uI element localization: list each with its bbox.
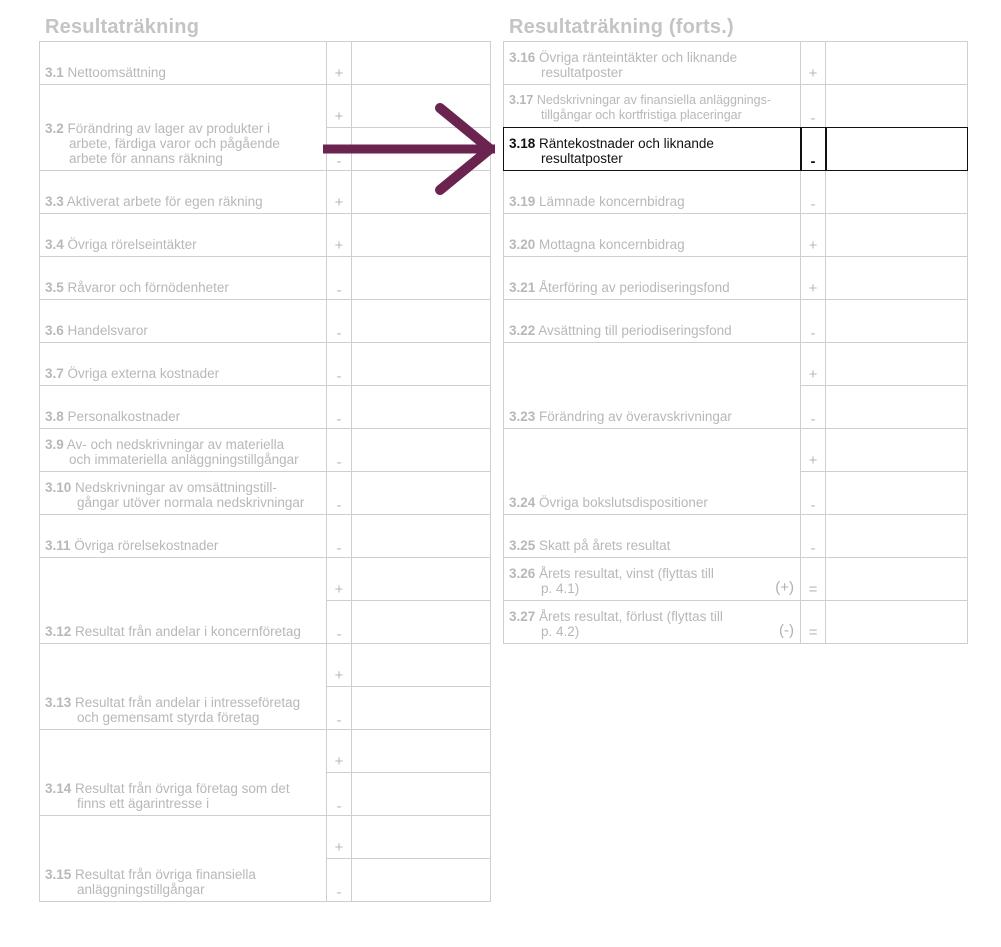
row-text: Återföring av periodiseringsfond [539,280,730,295]
amount-field-3-14[interactable] [352,730,491,773]
row-text: Förändring av lager av produkter i arbete, färdiga varor och pågående arbete för annans räkning [67,121,280,166]
row-number: 3.3 [45,194,64,209]
row-number: 3.4 [45,237,64,252]
row-label-3-22 [504,300,801,343]
row-number: 3.16 [509,50,536,65]
row-label-3-14 [40,730,327,816]
amount-field-3-1[interactable] [352,42,491,85]
row-number: 3.1 [45,65,64,80]
amount-field-3-7[interactable] [352,343,491,386]
row-label-3-1 [40,42,327,85]
sign-cell: - [801,128,826,171]
row-label-3-23 [504,343,801,429]
row-label-3-2 [40,85,327,171]
sign-cell: - [327,343,352,386]
row-number: 3.6 [45,323,64,338]
row-text: Resultat från andelar i koncernföretag [75,624,301,639]
amount-field-3-15[interactable] [352,816,491,859]
sign-cell: + [327,730,352,773]
sign-cell: + [327,171,352,214]
row-number: 3.21 [509,280,536,295]
sign-cell: + [327,816,352,859]
amount-field-3-17[interactable] [826,85,968,128]
amount-field-3-15[interactable] [352,859,491,902]
amount-field-3-14[interactable] [352,773,491,816]
amount-field-3-18[interactable] [826,128,968,171]
amount-field-3-4[interactable] [352,214,491,257]
sign-cell: + [327,42,352,85]
amount-field-3-16[interactable] [826,42,968,85]
sign-cell: + [801,429,826,472]
row-label-3-16 [504,42,801,85]
amount-field-3-23[interactable] [826,386,968,429]
row-text: Aktiverat arbete för egen räkning [66,194,263,209]
row-text: Årets resultat, förlust (flyttas till p. 4.2) [539,609,723,639]
sign-cell: - [801,300,826,343]
row-label-3-3 [40,171,327,214]
row-number: 3.8 [45,409,64,424]
right-income-table [503,41,968,644]
row-number: 3.5 [45,280,64,295]
row-label-3-12 [40,558,327,644]
row-number: 3.25 [509,538,536,553]
row-text: Nedskrivningar av finansiella anläggnings- tillgångar och kortfristiga placeringar [536,93,771,122]
row-number: 3.18 [509,136,536,151]
row-label-3-27 [504,601,801,644]
row-label-3-26 [504,558,801,601]
row-text: Handelsvaror [67,323,148,338]
row-label-3-17 [504,85,801,128]
amount-field-3-8[interactable] [352,386,491,429]
amount-field-3-25[interactable] [826,515,968,558]
sign-cell: - [801,85,826,128]
row-label-3-5 [40,257,327,300]
amount-field-3-2[interactable] [352,85,491,128]
row-label-3-7 [40,343,327,386]
sign-cell: + [327,85,352,128]
row-number: 3.11 [45,538,71,553]
amount-field-3-13[interactable] [352,644,491,687]
sign-cell: - [327,859,352,902]
amount-field-3-12[interactable] [352,558,491,601]
row-text: Mottagna koncernbidrag [539,237,685,252]
row-text: Lämnade koncernbidrag [539,194,685,209]
row-text: Övriga externa kostnader [67,366,220,381]
sign-cell: + [327,214,352,257]
row-label-3-21 [504,257,801,300]
sign-cell: - [327,687,352,730]
amount-field-3-23[interactable] [826,343,968,386]
row-number: 3.19 [509,194,536,209]
row-number: 3.22 [509,323,536,338]
sign-cell: - [327,429,352,472]
row-text: Övriga rörelseintäkter [67,237,197,252]
sign-cell: + [327,558,352,601]
amount-field-3-5[interactable] [352,257,491,300]
sign-cell: = [801,601,826,644]
row-number: 3.13 [45,695,72,710]
row-text: Råvaror och förnödenheter [67,280,229,295]
row-number: 3.7 [45,366,64,381]
left-income-table [39,41,491,902]
row-number: 3.10 [45,480,72,495]
row-label-3-18 [504,128,801,171]
sign-cell: - [327,515,352,558]
result-symbol: (-) [779,622,794,639]
amount-field-3-26[interactable] [826,558,968,601]
amount-field-3-22[interactable] [826,300,968,343]
row-text: Resultat från andelar i intresseföretag och gemensamt styrda företag [75,695,301,725]
sign-cell: - [327,128,352,171]
amount-field-3-21[interactable] [826,257,968,300]
amount-field-3-27[interactable] [826,601,968,644]
amount-field-3-24[interactable] [826,429,968,472]
row-label-3-15 [40,816,327,902]
row-number: 3.14 [45,781,72,796]
right-title: Resultaträkning (forts.) [509,16,734,38]
amount-field-3-19[interactable] [826,171,968,214]
result-symbol: (+) [775,579,794,596]
sign-cell: + [801,42,826,85]
sign-cell: + [801,257,826,300]
row-text: Nedskrivningar av omsättningstill- gångar utöver normala nedskrivningar [75,480,305,510]
row-text: Räntekostnader och liknande resultatposter [539,136,714,166]
sign-cell: - [327,300,352,343]
highlight-divider [800,128,802,171]
amount-field-3-24[interactable] [826,472,968,515]
sign-cell: + [801,214,826,257]
row-label-3-24 [504,429,801,515]
row-number: 3.20 [509,237,536,252]
row-text: Övriga bokslutsdispositioner [539,495,708,510]
sign-cell: - [801,515,826,558]
row-number: 3.24 [509,495,536,510]
row-number: 3.9 [45,437,64,452]
row-label-3-19 [504,171,801,214]
row-number: 3.12 [45,624,72,639]
amount-field-3-12[interactable] [352,601,491,644]
sign-cell: - [327,386,352,429]
row-text: Resultat från övriga företag som det finns ett ägarintresse i [75,781,290,811]
row-number: 3.23 [509,409,536,424]
row-number: 3.15 [45,867,72,882]
row-number: 3.27 [509,609,536,624]
amount-field-3-10[interactable] [352,472,491,515]
amount-field-3-11[interactable] [352,515,491,558]
row-text: Årets resultat, vinst (flyttas till p. 4.1) [539,566,714,596]
row-label-3-25 [504,515,801,558]
sign-cell: - [801,472,826,515]
row-text: Personalkostnader [67,409,181,424]
sign-cell: - [327,257,352,300]
row-number: 3.26 [509,566,536,581]
sign-cell: - [801,171,826,214]
row-text: Avsättning till periodiseringsfond [538,323,732,338]
sign-cell: - [327,601,352,644]
amount-field-3-6[interactable] [352,300,491,343]
amount-field-3-20[interactable] [826,214,968,257]
amount-field-3-3[interactable] [352,171,491,214]
sign-cell: - [327,472,352,515]
amount-field-3-9[interactable] [352,429,491,472]
row-label-3-10 [40,472,327,515]
row-label-3-20 [504,214,801,257]
sign-cell: - [801,386,826,429]
row-label-3-11 [40,515,327,558]
row-text: Skatt på årets resultat [539,538,671,553]
row-number: 3.2 [45,121,64,136]
row-label-3-8 [40,386,327,429]
highlight-divider [825,128,827,171]
row-text: Övriga rörelsekostnader [74,538,219,553]
row-text: Nettoomsättning [67,65,166,80]
sign-cell: - [327,773,352,816]
row-label-3-4 [40,214,327,257]
row-label-3-9 [40,429,327,472]
row-number: 3.17 [509,93,534,107]
left-title: Resultaträkning [45,16,200,38]
row-text: Förändring av överavskrivningar [539,409,732,424]
amount-field-3-13[interactable] [352,687,491,730]
row-text: Övriga ränteintäkter och liknande resultatposter [539,50,738,80]
sign-cell: + [801,343,826,386]
sign-cell: + [327,644,352,687]
row-label-3-6 [40,300,327,343]
amount-field-3-2[interactable] [352,128,491,171]
row-text: Resultat från övriga finansiella anläggningstillgångar [75,867,256,897]
row-label-3-13 [40,644,327,730]
sign-cell: = [801,558,826,601]
row-text: Av- och nedskrivningar av materiella och immateriella anläggningstillgångar [66,437,299,467]
